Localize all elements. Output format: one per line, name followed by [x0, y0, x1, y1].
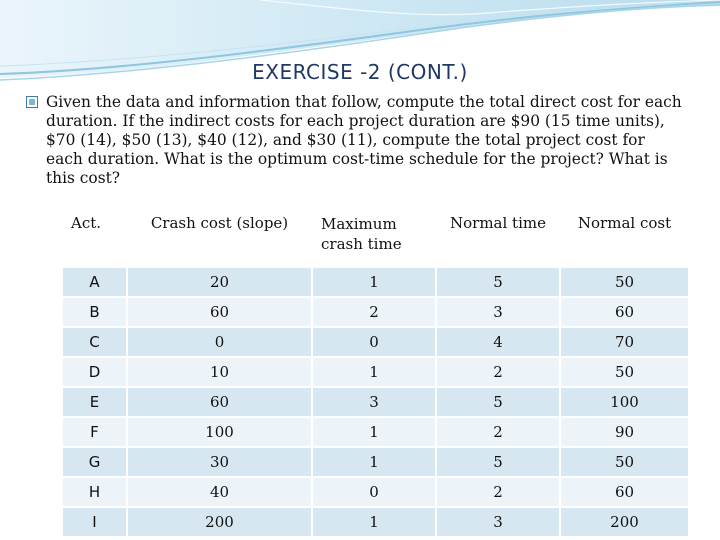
cell-max-crash: 0: [313, 478, 437, 508]
header-max-crash-line1: Maximum: [321, 215, 397, 233]
cell-crash-cost: 40: [128, 478, 313, 508]
cell-normal-time: 4: [437, 328, 561, 358]
cell-crash-cost: 30: [128, 448, 313, 478]
cell-crash-cost: 0: [128, 328, 313, 358]
table-row: [63, 448, 690, 478]
activity-cost-table: [63, 206, 690, 538]
cell-activity: I: [63, 508, 128, 538]
cell-normal-cost: 90: [561, 418, 690, 448]
table-row: [63, 478, 690, 508]
header-normal-cost: Normal cost: [561, 206, 690, 268]
cell-normal-cost: 50: [561, 448, 690, 478]
cell-normal-cost: 100: [561, 388, 690, 418]
bullet-icon: [26, 96, 38, 108]
instructions-text: Given the data and information that follow, compute the total direct cost for each duration. If the indirect costs for each project duration are $90 (15 time units), $70 (14), $50 (13), $40 (12), and $30 (11), compute the total project cost for each duration. What is the optimum cost-time schedule for the project? What is this cost?: [46, 93, 682, 187]
cell-normal-time: 5: [437, 448, 561, 478]
cell-normal-time: 3: [437, 298, 561, 328]
header-activity: Act.: [63, 206, 128, 268]
cell-max-crash: 3: [313, 388, 437, 418]
table-row: [63, 268, 690, 298]
cell-normal-time: 5: [437, 388, 561, 418]
cell-crash-cost: 200: [128, 508, 313, 538]
table-row: [63, 328, 690, 358]
cell-max-crash: 1: [313, 418, 437, 448]
table-row: [63, 298, 690, 328]
cell-max-crash: 1: [313, 508, 437, 538]
cell-activity: B: [63, 298, 128, 328]
cell-normal-time: 2: [437, 478, 561, 508]
cell-crash-cost: 20: [128, 268, 313, 298]
cell-activity: E: [63, 388, 128, 418]
cell-normal-time: 5: [437, 268, 561, 298]
cell-activity: D: [63, 358, 128, 388]
cell-normal-time: 3: [437, 508, 561, 538]
cell-max-crash: 1: [313, 448, 437, 478]
cell-activity: H: [63, 478, 128, 508]
table-header-row: [63, 206, 690, 268]
cell-crash-cost: 60: [128, 298, 313, 328]
cell-normal-cost: 60: [561, 298, 690, 328]
cell-normal-cost: 60: [561, 478, 690, 508]
cell-activity: F: [63, 418, 128, 448]
cell-normal-cost: 70: [561, 328, 690, 358]
header-crash-cost: Crash cost (slope): [128, 206, 313, 268]
cell-crash-cost: 100: [128, 418, 313, 448]
header-max-crash-time: [313, 206, 437, 268]
cell-activity: C: [63, 328, 128, 358]
cell-max-crash: 2: [313, 298, 437, 328]
cell-activity: G: [63, 448, 128, 478]
header-normal-time: Normal time: [437, 206, 561, 268]
cell-crash-cost: 60: [128, 388, 313, 418]
cell-max-crash: 1: [313, 268, 437, 298]
table-row: [63, 388, 690, 418]
cell-max-crash: 1: [313, 358, 437, 388]
cell-normal-time: 2: [437, 418, 561, 448]
cell-normal-time: 2: [437, 358, 561, 388]
slide-title: EXERCISE -2 (CONT.): [252, 60, 468, 84]
table-row: [63, 358, 690, 388]
cell-normal-cost: 200: [561, 508, 690, 538]
cell-crash-cost: 10: [128, 358, 313, 388]
header-max-crash-line2: crash time: [321, 235, 402, 253]
exercise-instructions: [46, 93, 686, 188]
cell-normal-cost: 50: [561, 358, 690, 388]
cell-max-crash: 0: [313, 328, 437, 358]
cell-activity: A: [63, 268, 128, 298]
cell-normal-cost: 50: [561, 268, 690, 298]
table-row: [63, 508, 690, 538]
table-row: [63, 418, 690, 448]
